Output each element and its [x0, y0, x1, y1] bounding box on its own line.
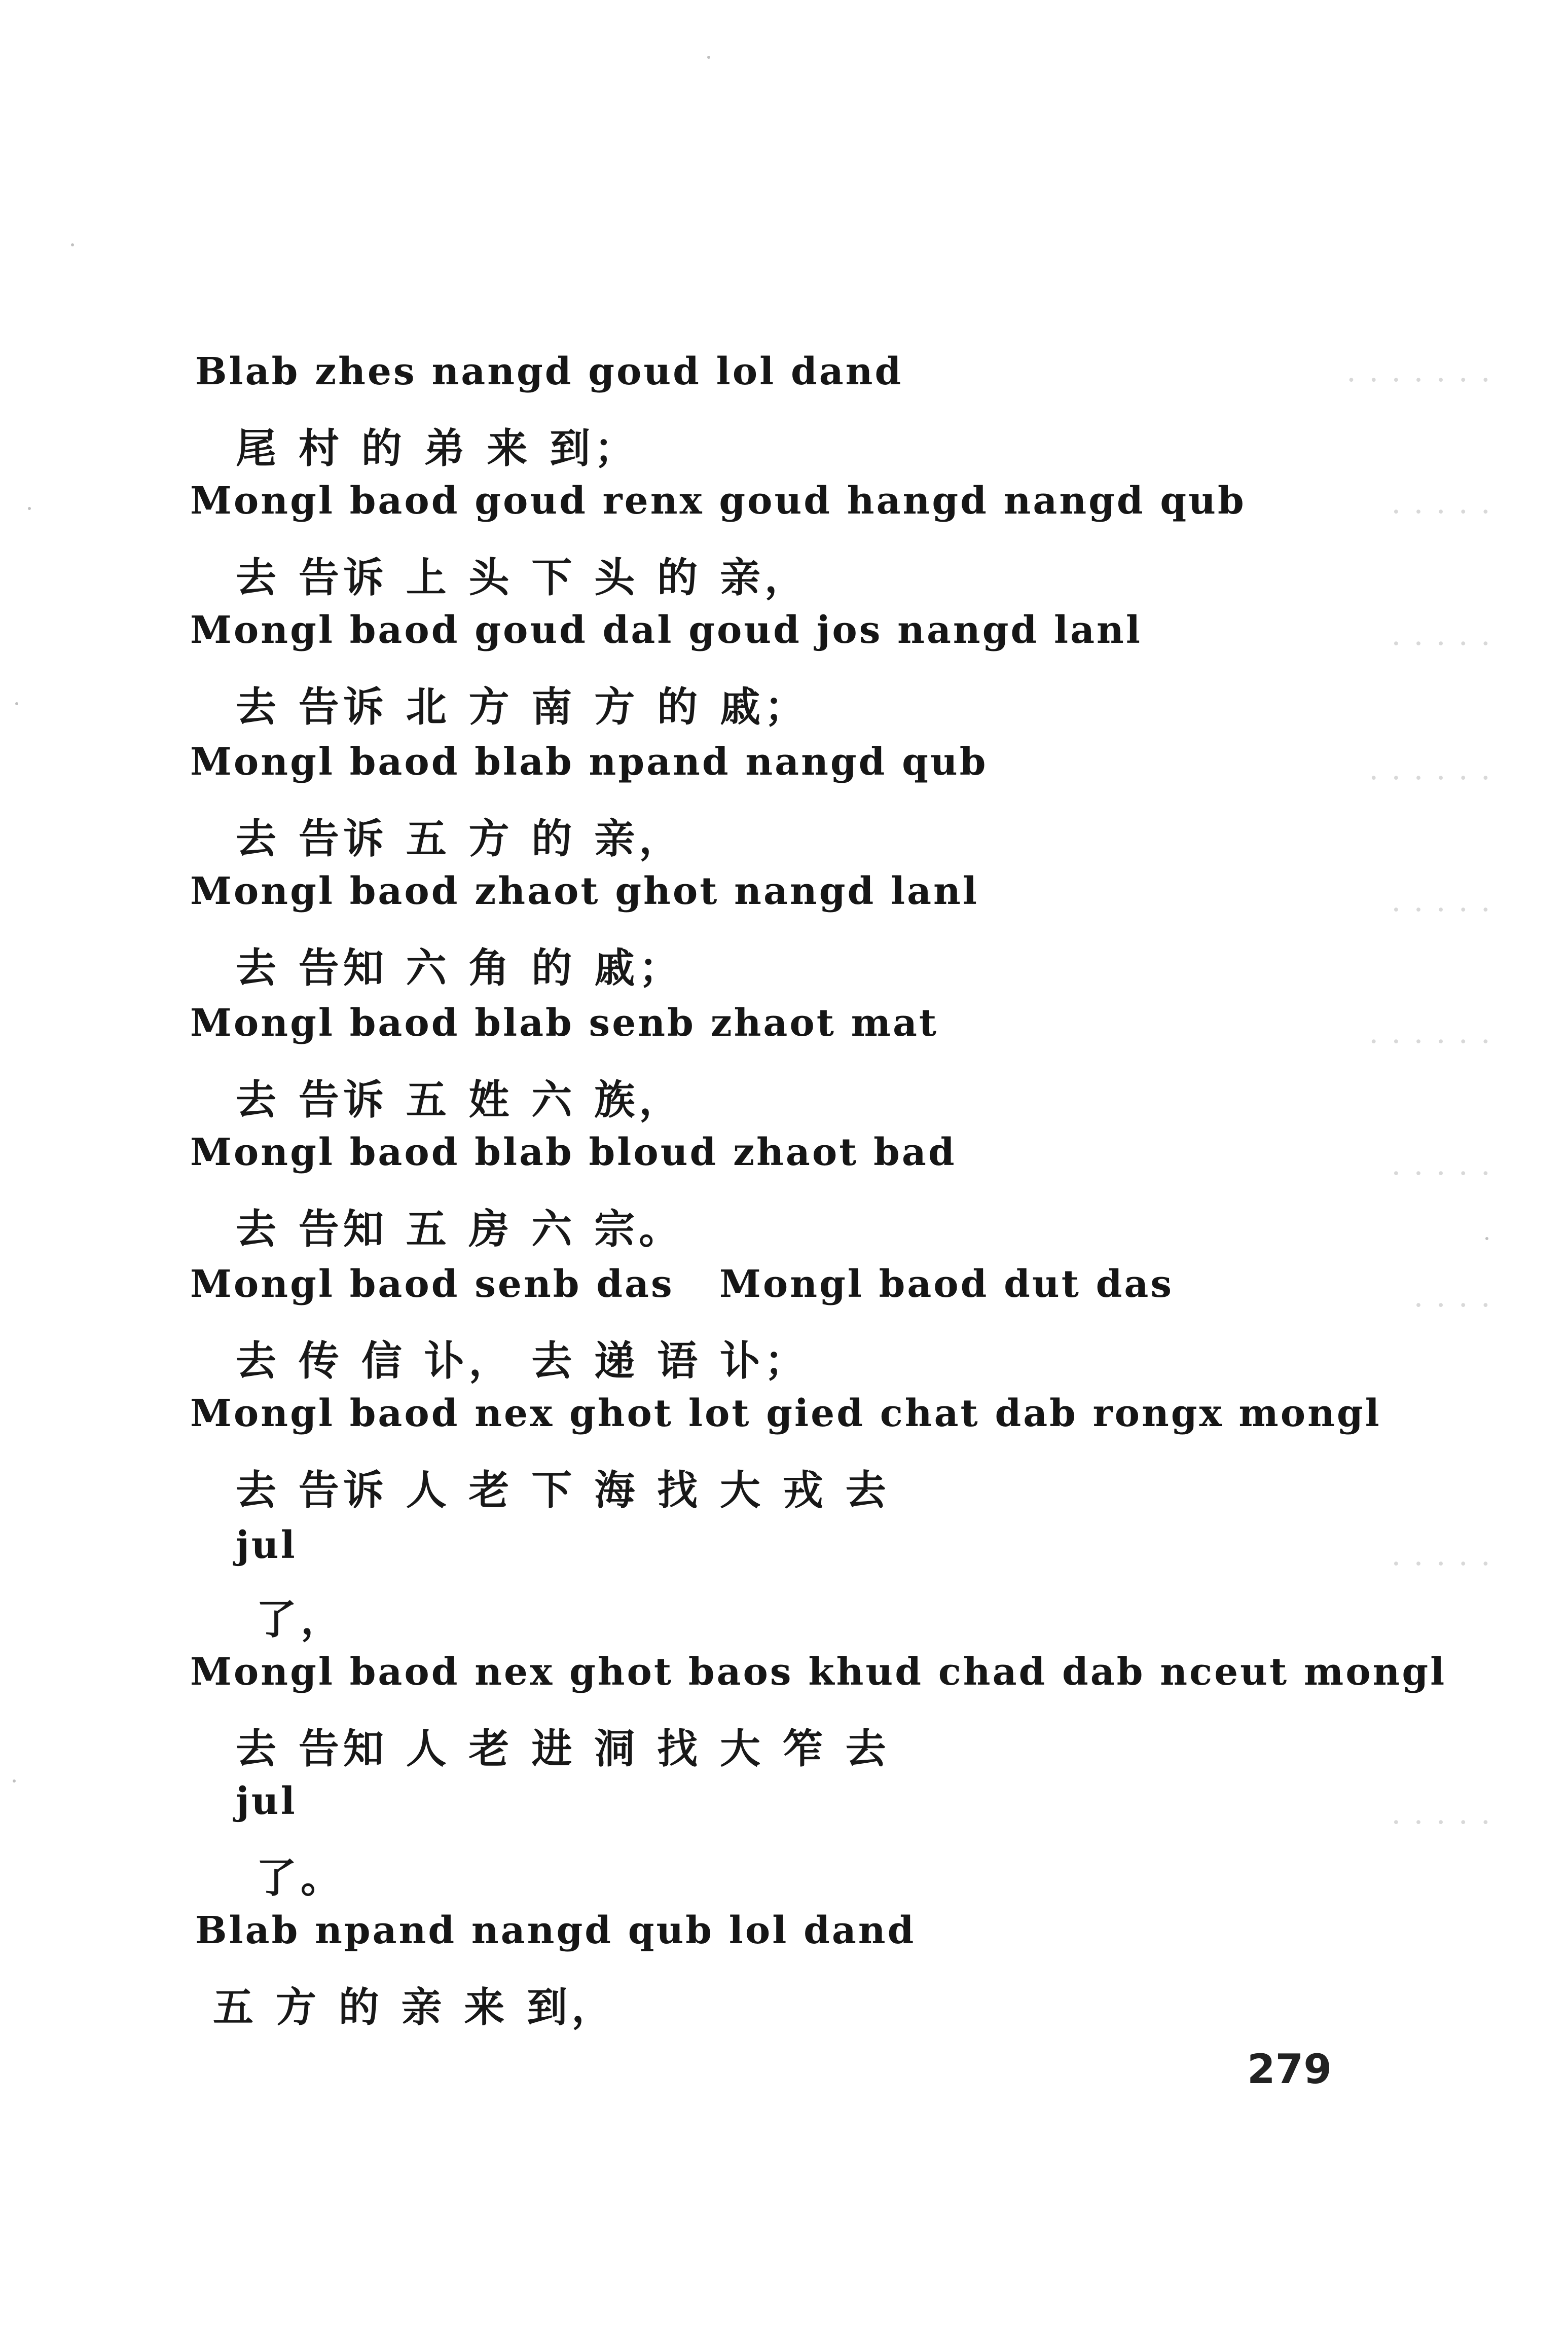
- bleed-through-mark: · · · · ·: [1391, 1805, 1492, 1840]
- bleed-through-mark: · · · · · ·: [1369, 1024, 1492, 1060]
- bleed-through-mark: · · · · · · ·: [1346, 362, 1492, 398]
- bleed-through-mark: · · · · ·: [1391, 892, 1492, 928]
- miao-line: Mongl baod blab bloud zhaot bad: [190, 1131, 957, 1174]
- chinese-gloss-line: 去 告诉 五 方 的 亲，: [236, 815, 684, 862]
- chinese-gloss-line: 去 传 信 讣， 去 递 语 讣；: [236, 1337, 809, 1385]
- miao-line: Mongl baod nex ghot lot gied chat dab rongx mongl: [190, 1392, 1381, 1435]
- chinese-gloss-line: 去 告知 五 房 六 宗。: [236, 1206, 684, 1253]
- chinese-gloss-line: 去 告诉 人 老 下 海 找 大 戎 去: [236, 1467, 890, 1514]
- chinese-gloss-line: 去 告诉 北 方 南 方 的 戚；: [236, 683, 809, 731]
- miao-line: Mongl baod goud dal goud jos nangd lanl: [190, 608, 1142, 652]
- miao-line: Mongl baod goud renx goud hangd nangd qub: [190, 479, 1246, 523]
- chinese-gloss-line: 去 告知 六 角 的 戚；: [236, 944, 684, 992]
- miao-line: Mongl baod blab senb zhaot mat: [190, 1001, 939, 1045]
- miao-line: Mongl baod blab npand nangd qub: [190, 740, 988, 784]
- chinese-gloss-line: 五 方 的 亲 来 到，: [213, 1984, 616, 2031]
- miao-line: Mongl baod nex ghot baos khud chad dab nceut mongl: [190, 1650, 1447, 1694]
- bleed-through-mark: · · · · ·: [1391, 1156, 1492, 1191]
- bleed-through-mark: · · · · ·: [1391, 626, 1492, 662]
- chinese-gloss-line: 了，: [256, 1596, 345, 1643]
- bleed-through-mark: · · · ·: [1413, 1288, 1492, 1323]
- chinese-gloss-line: 了。: [256, 1855, 345, 1902]
- miao-line: Blab zhes nangd goud lol dand: [195, 350, 903, 393]
- chinese-gloss-line: 去 告诉 五 姓 六 族，: [236, 1076, 684, 1123]
- miao-line: Blab npand nangd qub lol dand: [195, 1909, 916, 1952]
- speck: [13, 1779, 16, 1783]
- chinese-gloss-line: 去 告诉 上 头 下 头 的 亲，: [236, 554, 809, 601]
- speck: [1485, 1237, 1488, 1240]
- chinese-gloss-line: 尾 村 的 弟 来 到；: [236, 425, 639, 472]
- speck: [707, 56, 710, 59]
- speck: [28, 507, 31, 510]
- miao-line: Mongl baod zhaot ghot nangd lanl: [190, 869, 979, 913]
- page-number: 279: [1247, 2046, 1332, 2093]
- miao-line: jul: [236, 1779, 297, 1823]
- miao-line: jul: [236, 1523, 297, 1567]
- bleed-through-mark: · · · · ·: [1391, 1546, 1492, 1582]
- bleed-through-mark: · · · · ·: [1391, 494, 1492, 530]
- bleed-through-mark: · · · · · ·: [1369, 760, 1492, 796]
- speck: [15, 702, 18, 705]
- speck: [71, 243, 74, 246]
- chinese-gloss-line: 去 告知 人 老 进 洞 找 大 笮 去: [236, 1725, 890, 1772]
- miao-line: Mongl baod senb das Mongl baod dut das: [190, 1262, 1174, 1306]
